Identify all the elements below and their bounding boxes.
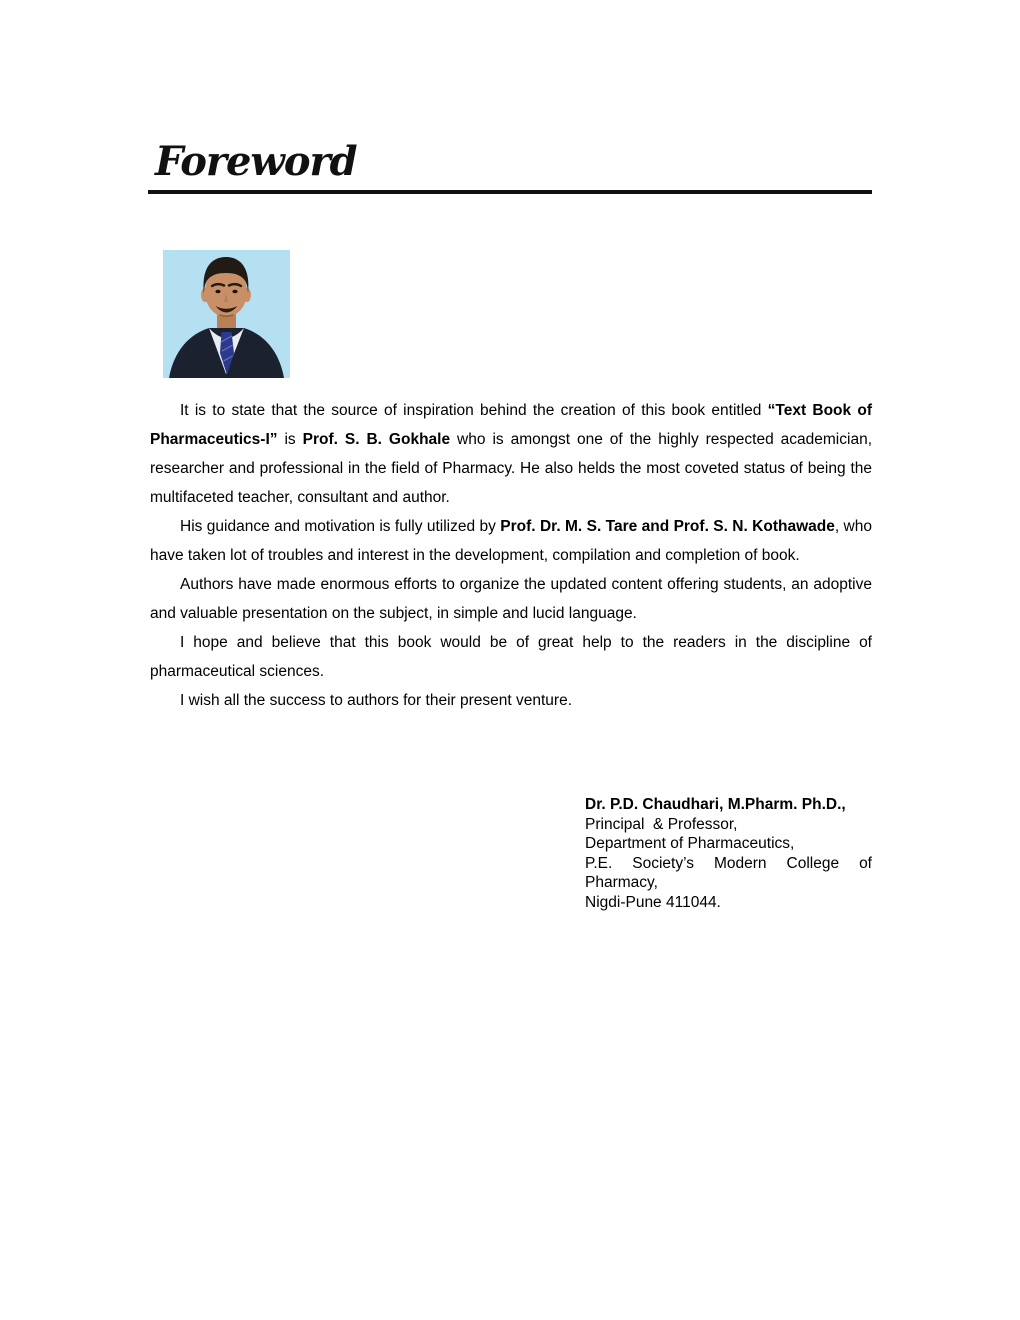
paragraph-3 — [150, 570, 872, 628]
paragraph-2 — [150, 512, 872, 570]
text-segment: , who have taken lot of troubles and interest in the development, compilation and completion of book. — [150, 518, 872, 564]
text-segment: who is amongst one of the highly respected academician, researcher and professional in the field of Pharmacy. He also helds the most coveted status of being the multifaceted teacher, consultant and author. — [150, 431, 872, 506]
title-rule — [148, 190, 872, 194]
text-segment: I wish all the success to authors for their present venture. — [180, 692, 572, 709]
signature-block — [585, 795, 872, 912]
text-segment: I hope and believe that this book would be of great help to the readers in the discipline of pharmaceutical sciences. — [150, 634, 872, 680]
foreword-text — [150, 396, 872, 715]
text-segment: is — [277, 431, 303, 448]
text-segment-bold: Prof. S. B. Gokhale — [302, 431, 451, 448]
text-segment-bold: Prof. Dr. M. S. Tare and Prof. S. N. Kothawade — [500, 518, 835, 535]
text-segment: It is to state that the source of inspiration behind the creation of this book entitled — [180, 402, 768, 419]
page-header — [148, 140, 872, 194]
paragraph-1 — [150, 396, 872, 512]
signature-location: Nigdi-Pune 411044. — [585, 893, 721, 911]
signature-role: Principal & Professor, — [585, 815, 738, 833]
signature-institution-line-1: P.E. Society’s Modern College of — [585, 854, 872, 872]
portrait-eye-right — [232, 290, 237, 294]
signature-department: Department of Pharmaceutics, — [585, 835, 795, 852]
paragraph-5 — [150, 686, 872, 715]
signature-name: Dr. P.D. Chaudhari, M.Pharm. Ph.D., — [585, 796, 846, 813]
portrait-eye-left — [215, 290, 220, 294]
signature-institution-line-2: Pharmacy, — [585, 874, 658, 891]
paragraph-4 — [150, 628, 872, 686]
text-segment: His guidance and motivation is fully utilized by — [180, 518, 501, 535]
page-title: Foreword — [155, 138, 357, 185]
author-portrait-photo — [163, 250, 290, 378]
text-segment: Authors have made enormous efforts to organize the updated content offering students, an adoptive and valuable presentation on the subject, in simple and lucid language. — [150, 576, 872, 622]
text-segment-bold: “Text Book of Pharmaceutics-I” — [150, 402, 872, 448]
